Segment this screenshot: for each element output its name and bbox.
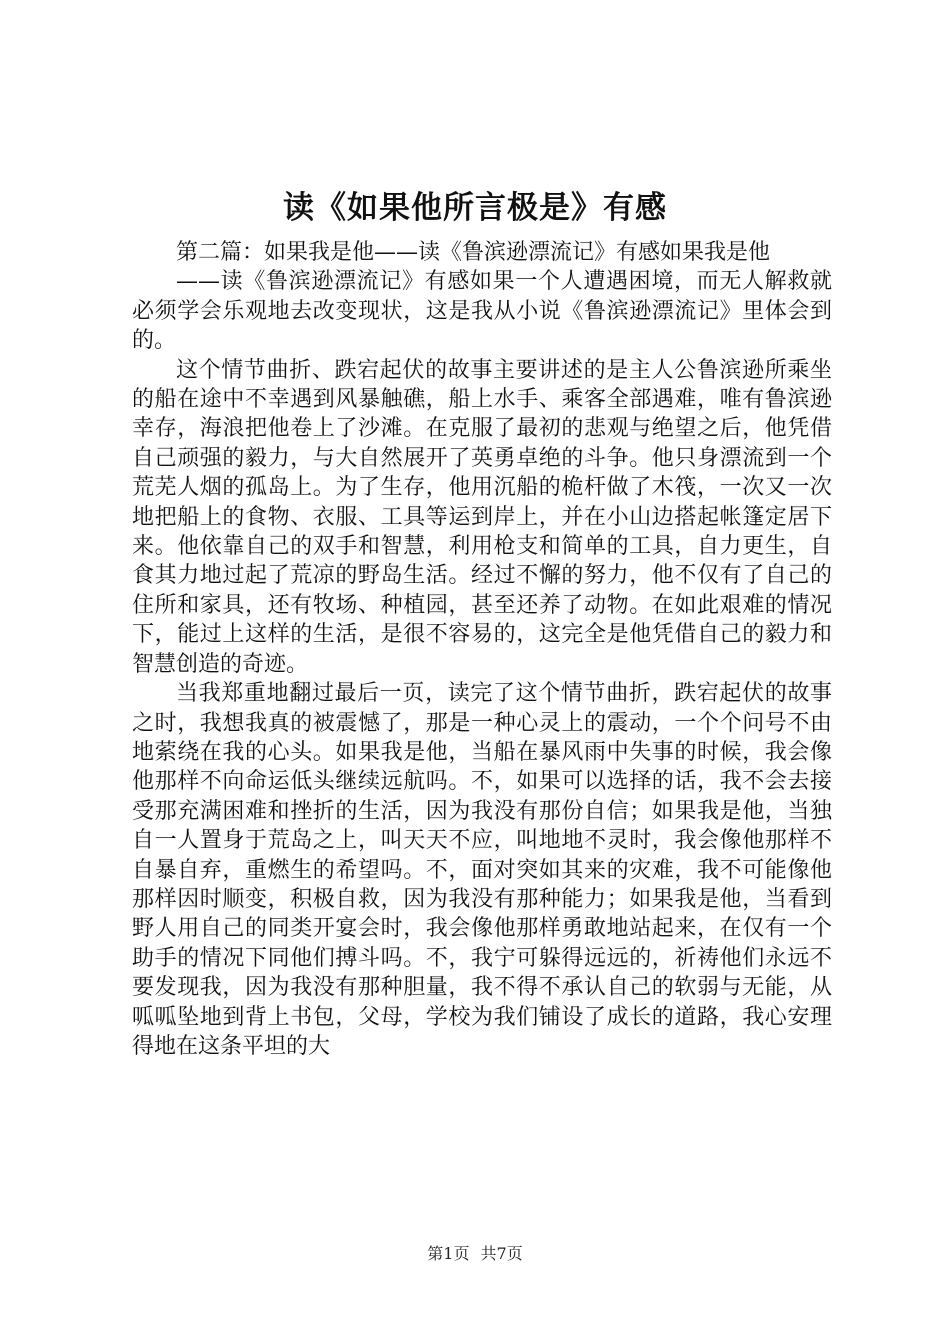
- page-total: 共7页: [480, 1244, 523, 1263]
- paragraph-1: 第二篇：如果我是他——读《鲁滨逊漂流记》有感如果我是他: [176, 240, 771, 265]
- paragraph-4: 当我郑重地翻过最后一页，读完了这个情节曲折，跌宕起伏的故事之时，我想我真的被震憾了，那是一种心灵上的震动，一个个问号不由地萦绕在我的心头。如果我是他，当船在暴风雨中失事的时候，我会像他那样不向命运低头继续远航吗。不，如果可以选择的话，我不会去接受那充满困难和挫折的生活，因为我没有那份自信；如果我是他，当独自一人置身于荒岛之上，叫天天不应，叫地地不灵时，我会像他那样不自暴自弃，重燃生的希望吗。不，面对突如其来的灾难，我不可能像他那样因时顺变，积极自救，因为我没有那种能力；如果我是他，当看到野人用自己的同类开宴会时，我会像他那样勇敢地站起来，在仅有一个助手的情况下同他们搏斗吗。不，我宁可躲得远远的，祈祷他们永远不要发现我，因为我没有那种胆量，我不得不承认自己的软弱与无能，从呱呱坠地到背上书包，父母，学校为我们铺设了成长的道路，我心安理得地在这条平坦的大: [132, 681, 832, 1059]
- page-footer: [0, 1243, 950, 1265]
- document-title: 读《如果他所言极是》有感: [283, 190, 667, 226]
- document-body: [132, 238, 832, 1061]
- page-number: 第1页: [427, 1244, 470, 1263]
- paragraph-2: ——读《鲁滨逊漂流记》有感如果一个人遭遇困境，而无人解救就必须学会乐观地去改变现状，这是我从小说《鲁滨逊漂流记》里体会到的。: [132, 269, 832, 354]
- paragraph-3: 这个情节曲折、跌宕起伏的故事主要讲述的是主人公鲁滨逊所乘坐的船在途中不幸遇到风暴触礁，船上水手、乘客全部遇难，唯有鲁滨逊幸存，海浪把他卷上了沙滩。在克服了最初的悲观与绝望之后，他凭借自己顽强的毅力，与大自然展开了英勇卓绝的斗争。他只身漂流到一个荒芜人烟的孤岛上。为了生存，他用沉船的桅杆做了木筏，一次又一次地把船上的食物、衣服、工具等运到岸上，并在小山边搭起帐篷定居下来。他依靠自己的双手和智慧，利用枪支和简单的工具，自力更生，自食其力地过起了荒凉的野岛生活。经过不懈的努力，他不仅有了自己的住所和家具，还有牧场、种植园，甚至还养了动物。在如此艰难的情况下，能过上这样的生活，是很不容易的，这完全是他凭借自己的毅力和智慧创造的奇迹。: [132, 357, 832, 677]
